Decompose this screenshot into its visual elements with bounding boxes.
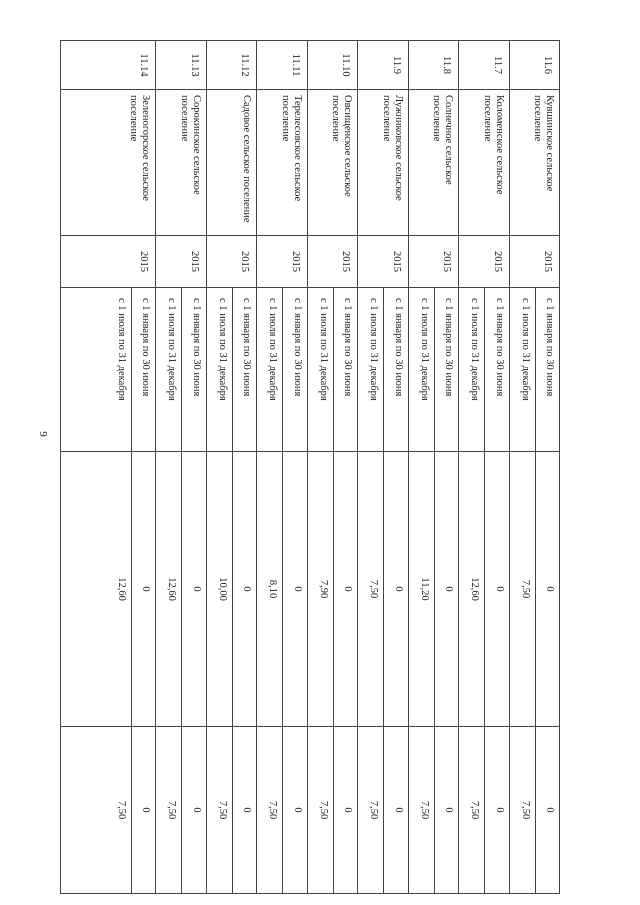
rate-cell: 0 (434, 727, 458, 894)
rate-cell: 0 (131, 452, 155, 727)
period-cell: с 1 января по 30 июня (232, 288, 256, 452)
year-cell: 2015 (307, 236, 357, 288)
rate-cell: 12,60 (156, 452, 182, 727)
settlement-name-cell: Коломенское сельское поселение (459, 90, 509, 236)
table-row (384, 41, 408, 894)
row-number-cell: 11.11 (257, 41, 307, 90)
rate-cell: 11,20 (408, 452, 434, 727)
rate-cell: 7,50 (156, 727, 182, 894)
period-cell: с 1 июля по 31 декабря (408, 288, 434, 452)
period-cell: с 1 июля по 31 декабря (459, 288, 485, 452)
page-number: 9 (37, 431, 49, 437)
table-row (485, 41, 509, 894)
row-number-cell: 11.10 (307, 41, 357, 90)
rate-cell: 7,50 (358, 452, 384, 727)
tariff-table (60, 40, 560, 894)
rate-cell: 7,50 (61, 727, 132, 894)
rate-cell: 0 (434, 452, 458, 727)
rate-cell: 0 (232, 452, 256, 727)
rate-cell: 7,50 (257, 727, 283, 894)
period-cell: с 1 января по 30 июня (434, 288, 458, 452)
period-cell: с 1 января по 30 июня (131, 288, 155, 452)
rate-cell: 12,60 (61, 452, 132, 727)
rate-cell: 10,00 (206, 452, 232, 727)
rate-cell: 7,50 (509, 727, 535, 894)
settlement-name-cell: Сорокинское сельское поселение (156, 90, 206, 236)
rate-cell: 0 (535, 727, 559, 894)
rate-cell: 0 (283, 452, 307, 727)
year-cell: 2015 (408, 236, 458, 288)
rate-cell: 0 (182, 727, 206, 894)
rate-cell: 0 (485, 727, 509, 894)
settlement-name-cell: Лужниковское сельское поселение (358, 90, 408, 236)
rate-cell: 7,50 (358, 727, 384, 894)
row-number-cell: 11.9 (358, 41, 408, 90)
rate-cell: 0 (182, 452, 206, 727)
rotated-table-container (60, 40, 560, 822)
table-row (131, 41, 155, 894)
row-number-cell: 11.14 (61, 41, 156, 90)
rate-cell: 7,50 (509, 452, 535, 727)
rate-cell: 7,50 (408, 727, 434, 894)
settlement-name-cell: Овсищенское сельское поселение (307, 90, 357, 236)
rate-cell: 12,60 (459, 452, 485, 727)
table-row (333, 41, 357, 894)
year-cell: 2015 (156, 236, 206, 288)
rate-cell: 8,10 (257, 452, 283, 727)
period-cell: с 1 января по 30 июня (535, 288, 559, 452)
period-cell: с 1 июля по 31 декабря (358, 288, 384, 452)
settlement-name-cell: Садовое сельское поселение (206, 90, 256, 236)
row-number-cell: 11.12 (206, 41, 256, 90)
row-number-cell: 11.8 (408, 41, 458, 90)
period-cell: с 1 июля по 31 декабря (156, 288, 182, 452)
year-cell: 2015 (206, 236, 256, 288)
rate-cell: 7,50 (459, 727, 485, 894)
rate-cell: 0 (485, 452, 509, 727)
tariff-table-body (61, 41, 560, 894)
period-cell: с 1 января по 30 июня (384, 288, 408, 452)
rate-cell: 0 (535, 452, 559, 727)
table-row (182, 41, 206, 894)
period-cell: с 1 июля по 31 декабря (509, 288, 535, 452)
settlement-name-cell: Зеленогорское сельское поселение (61, 90, 156, 236)
row-number-cell: 11.7 (459, 41, 509, 90)
rate-cell: 7,90 (307, 452, 333, 727)
rate-cell: 7,50 (307, 727, 333, 894)
rate-cell: 0 (283, 727, 307, 894)
settlement-name-cell: Кувшинское сельское поселение (509, 90, 559, 236)
rate-cell: 0 (384, 452, 408, 727)
settlement-name-cell: Терелесовское сельское поселение (257, 90, 307, 236)
period-cell: с 1 июля по 31 декабря (307, 288, 333, 452)
table-row (283, 41, 307, 894)
year-cell: 2015 (358, 236, 408, 288)
period-cell: с 1 июля по 31 декабря (257, 288, 283, 452)
rate-cell: 0 (333, 452, 357, 727)
rate-cell: 0 (384, 727, 408, 894)
year-cell: 2015 (257, 236, 307, 288)
year-cell: 2015 (459, 236, 509, 288)
table-row (535, 41, 559, 894)
period-cell: с 1 января по 30 июня (283, 288, 307, 452)
period-cell: с 1 января по 30 июня (485, 288, 509, 452)
row-number-cell: 11.6 (509, 41, 559, 90)
table-row (232, 41, 256, 894)
rate-cell: 0 (131, 727, 155, 894)
rate-cell: 0 (333, 727, 357, 894)
period-cell: с 1 июля по 31 декабря (61, 288, 132, 452)
table-row (434, 41, 458, 894)
period-cell: с 1 января по 30 июня (182, 288, 206, 452)
rate-cell: 0 (232, 727, 256, 894)
settlement-name-cell: Солнечное сельское поселение (408, 90, 458, 236)
row-number-cell: 11.13 (156, 41, 206, 90)
year-cell: 2015 (509, 236, 559, 288)
rate-cell: 7,50 (206, 727, 232, 894)
period-cell: с 1 января по 30 июня (333, 288, 357, 452)
period-cell: с 1 июля по 31 декабря (206, 288, 232, 452)
year-cell: 2015 (61, 236, 156, 288)
